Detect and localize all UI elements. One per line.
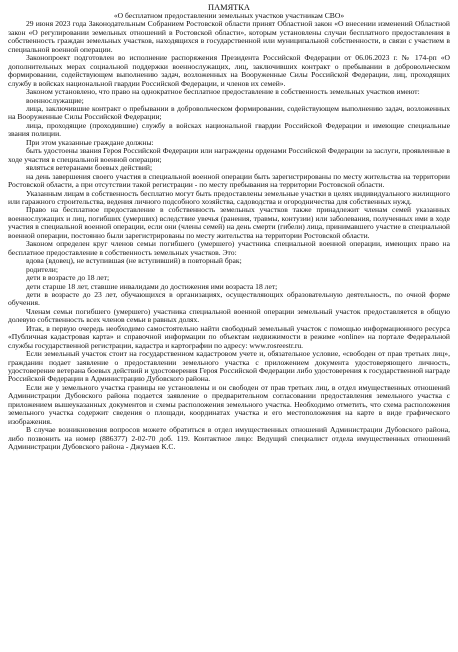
paragraph: Право на бесплатное предоставление в собственность земельных участков также принадлежит членам семей указанных военнослужащих и лиц, погибших (умерших) вследствие увечья (ранения, травмы, контузии) или заболевания, полученных ими в ходе участия в специальной военной операции, если они (члены семей) на день смерти (гибели) лица, принимавшего участие в специальной военной операции, постоянно были зарегистрированы по месту жительства на территории Ростовской области. (8, 205, 450, 240)
paragraph: Законом определен круг членов семьи погибшего (умершего) участника специальной военной операции, имеющих право на бесплатное предоставление в собственность земельных участков. Это: (8, 239, 450, 257)
list-item: на день завершения своего участия в специальной военной операции быть зарегистрированы по месту жительства на территории Ростовской области, а при отсутствии такой регистрации - по месту пребывания на территории Ростовской области. (8, 171, 450, 190)
list-item: вдова (вдовец), не вступившая (не вступивший) в повторный брак; (26, 256, 242, 266)
list-item: лица, проходящие (проходившие) службу в войсках национальной гвардии Российской Федерации и имеющие специальные звания полиции. (8, 120, 450, 139)
paragraph: Указанным лицам в собственность бесплатно могут быть предоставлены земельные участки в целях индивидуального жилищного или гаражного строительства, ведения личного подсобного хозяйства, садоводства и огородничества для собственных нужд. (8, 188, 450, 206)
list-item: являться ветеранами боевых действий; (26, 163, 153, 173)
list-item: дети в возрасте до 18 лет; (26, 273, 110, 283)
list-item: лица, заключившие контракт о пребывании в добровольческом формировании, содействующем выполнению задач, возложенных на Вооруженные Силы Российской Федерации; (8, 103, 450, 122)
paragraph: Законом установлено, что право на однократное бесплатное предоставление в собственность земельных участков имеют: (26, 87, 420, 97)
list-item: быть удостоены звания Героя Российской Федерации или награждены орденами Российской Федерации за заслуги, проявленные в ходе участия в специальной военной операции; (8, 146, 450, 164)
list-item: дети старше 18 лет, ставшие инвалидами до достижения ими возраста 18 лет; (26, 281, 278, 291)
list-item: военнослужащие; (26, 95, 84, 105)
list-item: дети в возрасте до 23 лет, обучающихся в организациях, осуществляющих образовательную деятельность, по очной форме обучения. (8, 289, 450, 308)
paragraph: Итак, в первую очередь необходимо самостоятельно найти свободный земельный участок с помощью информационного ресурса «Публичная кадастровая карта» и справочной информации по объектам недвижимости в режиме «online» на портале Федеральной службы государственной регистрации, кадастра и картографии по адресу: www.rosreestr.ru. (8, 323, 450, 350)
paragraph: Если же у земельного участка границы не установлены и он свободен от прав третьих лиц, в отдел имущественных отношений Администрации Дубовского района подается заявление о предварительном согласовании предоставления земельного участка с приложением вышеуказанных документов и схемы расположения земельного участка. Необходимо отметить, что схема расположения земельного участка содержит сведения о площади, координатах участка и его местоположения на карте в виде графического изображения. (8, 382, 450, 426)
paragraph: При этом указанные граждане должны: (26, 137, 154, 147)
memo-title: ПАМЯТКА (208, 3, 250, 12)
paragraph: Законопроект подготовлен во исполнение распоряжения Президента Российской Федерации от 06.06.2023 г. № 174-рп «О дополнительных мерах социальной поддержки военнослужащих, лиц, заключивших контракт о пребывании в добровольческом формировании, содействующем выполнению задач, возложенных на Вооруженные Силы Российской Федерации, лиц, проходящих службу в войсках национальной гвардии Российской Федерации, и членов их семей». (8, 53, 450, 88)
paragraph: Членам семьи погибшего (умершего) участника специальной военной операции земельный участок предоставляется в общую долевую собственность всех членов семьи в равных долях. (8, 306, 450, 325)
contact-paragraph: В случае возникновения вопросов можете обратиться в отдел имущественных отношений Администрации Дубовского района, либо позвонить на номер (886377) 2-02-70 доб. 119. Контактное лицо: Ведущий специалист отдела имущественных отношений Администрации Дубовского района - Джумаев К.С. (8, 425, 450, 452)
memo-subtitle: «О бесплатном предоставлении земельных участков участникам СВО» (113, 11, 345, 20)
paragraph: Если земельный участок стоит на государственном кадастровом учете и, обязательное условие, «свободен от прав третьих лиц», гражданин подает заявление о предоставлении земельного участка с приложением документа удостоверяющего личность, удостоверение ветерана боевых действий и удостоверения Героя Российской Федерации либо удостоверения к государственной награде Российской Федерации в Администрацию Дубовского района. (8, 349, 450, 384)
paragraph: 29 июня 2023 года Законодательным Собранием Ростовской области принят Областной закон «О внесении изменений Областной закон «О регулировании земельных отношений в Ростовской области», которым установлены случаи бесплатного предоставления в собственность граждан земельных участков, находящихся в государственной или муниципальной собственности, в связи с участием в специальной военной операции. (8, 19, 450, 54)
list-item: родители; (26, 264, 58, 274)
